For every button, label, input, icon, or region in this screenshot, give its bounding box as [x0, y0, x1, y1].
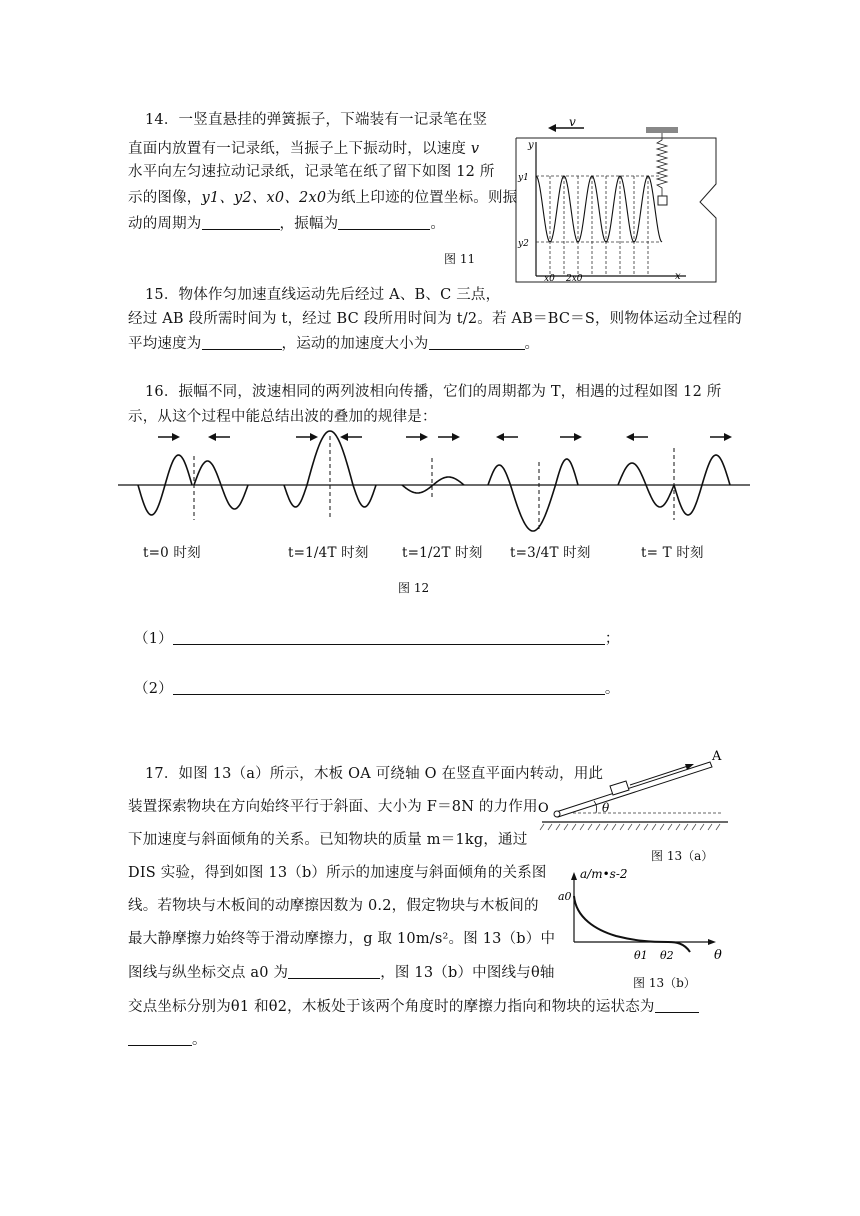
q16-figure-caption: 图 12 — [398, 581, 430, 595]
theta1-label: θ1 — [634, 949, 648, 962]
two-x0-label: 2x0 — [566, 274, 583, 284]
q17-figure-13a-caption: 图 13（a） — [651, 849, 714, 863]
q14-line-5 — [128, 212, 445, 233]
q15-acceleration-blank[interactable] — [429, 335, 525, 350]
pivot-o — [554, 811, 560, 817]
b-x-arrowhead — [708, 939, 716, 945]
q17-a0-label: 图线与纵坐标交点 a0 为 — [128, 965, 289, 981]
wave-traces — [138, 431, 730, 531]
q17-line-9 — [128, 1028, 207, 1049]
q17-line-1: 17．如图 13（a）所示，木板 OA 可绕轴 O 在竖直平面内转动，用此 — [145, 766, 604, 782]
q15-line-3 — [128, 332, 539, 353]
arrowhead — [496, 433, 504, 441]
q14-coordinate-vars: y1、y2、x0、2x0 — [201, 190, 327, 206]
q14-velocity-var: v — [470, 141, 480, 157]
arrowhead — [420, 433, 428, 441]
q14-line-4 — [128, 186, 517, 207]
arrowhead — [208, 433, 216, 441]
board-oa — [556, 762, 712, 817]
q17-line-8-text: 交点坐标分别为θ1 和θ2，木板处于该两个角度时的摩擦力指向和物块的运状态为 — [128, 999, 655, 1015]
b-theta-label: θ — [714, 948, 722, 963]
q17-line-2: 装置探索物块在方向始终平行于斜面、大小为 F＝8N 的力作用 — [128, 799, 538, 815]
answer-1-blank[interactable] — [173, 630, 605, 645]
recording-paper-outline — [516, 138, 716, 282]
ground-hatching — [540, 824, 720, 830]
y2-label: y2 — [518, 239, 529, 249]
q17-line-7-post: ，图 13（b）中图线与θ轴 — [380, 965, 555, 981]
q15-avg-velocity-blank[interactable] — [202, 335, 282, 350]
q17-figure-13b-caption: 图 13（b） — [633, 976, 696, 990]
q17-end-mark: 。 — [192, 1032, 207, 1048]
q15-end-mark: 。 — [524, 336, 540, 352]
time-label-0: t=0 时刻 — [143, 545, 201, 561]
q14-line-4-pre: 示的图像， — [128, 190, 202, 206]
label-o: O — [538, 801, 549, 816]
x-guides — [550, 176, 648, 276]
time-label-4: t= T 时刻 — [641, 545, 704, 561]
arrowhead — [724, 433, 732, 441]
q15-line-2: 经过 AB 段所需时间为 t，经过 BC 段所用时间为 t/2。若 AB＝BC＝S，则物体运动全过程的 — [128, 311, 742, 327]
pen-trace — [536, 176, 662, 242]
q16-line-2: 示，从这个过程中能总结出波的叠加的规律是： — [128, 409, 437, 425]
time-label-3: t=3/4T 时刻 — [510, 545, 591, 561]
q17-line-4: DIS 实验，得到如图 13（b）所示的加速度与斜面倾角的关系图 — [128, 865, 547, 881]
arrowhead — [310, 433, 318, 441]
answer-2-blank[interactable] — [173, 680, 605, 695]
answer-2-end: 。 — [604, 681, 620, 697]
arrowhead — [452, 433, 460, 441]
y1-label: y1 — [518, 173, 529, 183]
q17-line-7 — [128, 961, 555, 982]
time-label-2: t=1/2T 时刻 — [402, 545, 483, 561]
x0-label: x0 — [544, 274, 555, 284]
q17-state-blank-part1[interactable] — [655, 998, 699, 1013]
answer-2-label: （2） — [134, 681, 173, 697]
label-theta: θ — [602, 801, 610, 815]
q17-line-5: 线。若物块与木板间的动摩擦因数为 0.2，假定物块与木板间的 — [128, 898, 539, 914]
x-axis-label: x — [675, 271, 681, 282]
arrowhead — [172, 433, 180, 441]
theta2-label: θ2 — [660, 949, 674, 962]
velocity-arrowhead — [548, 124, 556, 132]
oscillator-mass — [658, 196, 667, 205]
q14-line-2-text: 直面内放置有一记录纸，当振子上下振动时，以速度 — [128, 141, 467, 157]
spring-support — [646, 127, 678, 133]
q14-end-mark: 。 — [430, 216, 446, 232]
q17-a0-blank[interactable] — [288, 964, 380, 979]
q14-figure-11 — [516, 115, 724, 284]
acceleration-curve — [574, 896, 690, 952]
q17-figure-13a — [538, 746, 738, 832]
q17-line-6: 最大静摩擦力始终等于滑动摩擦力，g 取 10m/s²。图 13（b）中 — [128, 931, 556, 947]
label-a: A — [712, 749, 722, 764]
q14-amplitude-answer-blank[interactable] — [338, 215, 430, 230]
q15-line-1: 15．物体作匀加速直线运动先后经过 A、B、C 三点， — [145, 287, 501, 303]
answer-1-end: ； — [604, 631, 620, 647]
b-y-arrowhead — [571, 872, 577, 880]
q14-line-2 — [128, 137, 479, 158]
q17-figure-13b — [556, 866, 736, 974]
q17-line-3: 下加速度与斜面倾角的关系。已知物块的质量 m＝1kg，通过 — [128, 832, 528, 848]
velocity-label: v — [569, 115, 576, 129]
q16-line-1: 16．振幅不同，波速相同的两列波相向传播，它们的周期都为 T，相遇的过程如图 12 所 — [145, 384, 722, 400]
b-y-label: a/m•s-2 — [580, 867, 628, 881]
q14-period-label: 动的周期为 — [128, 216, 202, 232]
arrowhead — [340, 433, 348, 441]
q16-figure-12 — [118, 428, 758, 538]
q14-line-1: 14．一竖直悬挂的弹簧振子，下端装有一记录笔在竖 — [145, 112, 488, 128]
y-axis-label: y — [528, 140, 534, 151]
q14-amplitude-label: ，振幅为 — [279, 216, 339, 232]
direction-arrows — [158, 433, 732, 441]
q14-period-answer-blank[interactable] — [202, 215, 280, 230]
wave-segment — [488, 459, 578, 531]
spring-coil — [657, 133, 667, 196]
a0-label: a0 — [558, 890, 572, 903]
q15-avg-velocity-label: 平均速度为 — [128, 336, 202, 352]
arrowhead — [574, 433, 582, 441]
arrowhead — [626, 433, 634, 441]
q14-line-3: 水平向左匀速拉动记录纸，记录笔在纸了留下如图 12 所 — [128, 164, 495, 180]
q14-figure-caption: 图 11 — [444, 252, 476, 266]
q17-line-8 — [128, 995, 699, 1016]
time-label-1: t=1/4T 时刻 — [288, 545, 369, 561]
q15-acceleration-label: ，运动的加速度大小为 — [281, 336, 429, 352]
q17-state-blank-part2[interactable] — [128, 1031, 192, 1046]
answer-1-label: （1） — [134, 631, 173, 647]
q14-line-4-post: 为纸上印迹的位置坐标。则振 — [326, 190, 518, 206]
q16-answer-2 — [134, 677, 620, 698]
q16-answer-1 — [134, 627, 620, 648]
